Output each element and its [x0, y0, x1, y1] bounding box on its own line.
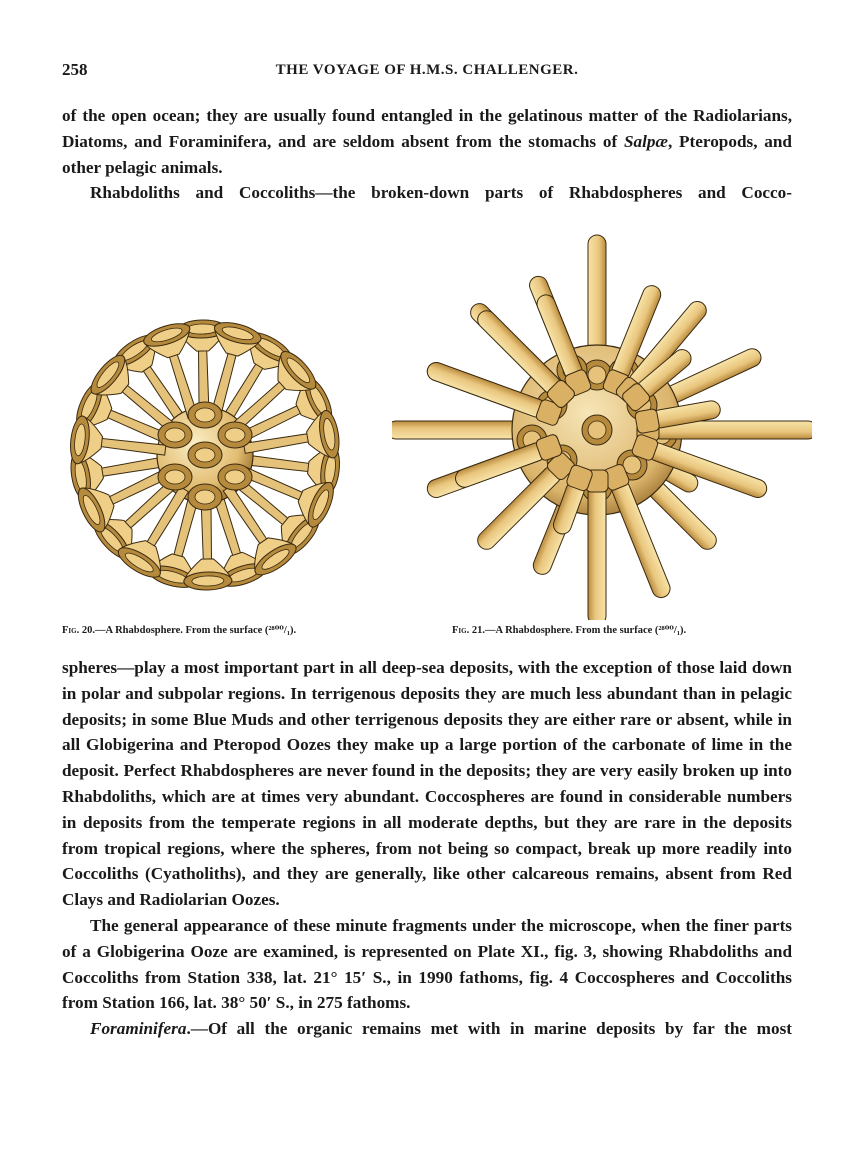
fig21-rod-base: [634, 408, 659, 433]
fig21-facet-center: [588, 421, 606, 439]
text-block-bottom: [62, 655, 792, 1042]
fig20-facing-disc-center: [165, 428, 185, 442]
fig21-rod-process: [586, 470, 608, 620]
page-header: [62, 60, 792, 84]
figure-21-caption-text: —A Rhabdosphere. From the surface (²⁸⁰⁰/₁).: [484, 625, 687, 636]
fig21-facet-center: [588, 366, 606, 384]
figure-20-caption: [62, 624, 296, 636]
italic-term-salpae: Salpæ: [624, 131, 668, 151]
figure-21-rhabdosphere: [392, 225, 812, 620]
paragraph-foraminifera: [62, 1016, 792, 1042]
text-block-top: [62, 103, 792, 206]
paragraph-rhabdoliths: Rhabdoliths and Coccoliths—the broken-down parts of Rhabdospheres and Cocco-: [90, 183, 792, 203]
italic-term-foraminifera: Foraminifera: [90, 1019, 187, 1039]
paragraph-microscope: The general appearance of these minute fragments under the microscope, when the finer parts of a Globigerina Ooze are examined, is represented on Plate XI., fig. 3, showing Rhabdoliths and Coccoliths from Station 338, lat. 21° 15′ S., in 1990 fathoms, fig. 4 Coccospheres and Coccoliths from Station 166, lat. 38° 50′ S., in 275 fathoms.: [62, 915, 792, 1013]
running-head: THE VOYAGE OF H.M.S. CHALLENGER.: [275, 62, 579, 78]
paragraph-deposits: spheres—play a most important part in all deep-sea deposits, with the exception of those laid down in polar and subpolar regions. In terrigenous deposits they are much less abundant than in pelagic deposits; in some Blue Muds and other terrigenous deposits they are either rare or absent, while in all Globigerina and Pteropod Oozes they make up a large portion of the carbonate of lime in the deposit. Perfect Rhabdospheres are never found in the deposits; they are very easily broken up into Rhabdoliths, which are at times very abundant. Coccospheres are found in considerable numbers in deposits from the temperate regions in all moderate depths, but they are rare in the deposits from tropical regions, where the spheres, from not being so compact, break up more readily into Coccoliths (Cyatholiths), and they are generally, like other calcareous remains, absent from Red Clays and Radiolarian Oozes.: [62, 658, 792, 910]
fig20-facing-disc-center: [165, 470, 185, 484]
page-number: 258: [62, 60, 88, 79]
fig20-facing-disc-center: [225, 470, 245, 484]
fig20-facing-disc-center: [225, 428, 245, 442]
figure-20-label: Fig. 20.: [62, 625, 95, 636]
fig20-facing-disc-center: [195, 490, 215, 504]
figure-21-label: Fig. 21.: [452, 625, 485, 636]
paragraph-text: , Pteropods, and other pelagic animals.: [62, 131, 792, 177]
figure-20-caption-text: —A Rhabdosphere. From the surface (²⁸⁰⁰/₁).: [94, 625, 297, 636]
paragraph-text: of the open ocean; they are usually found entangled in the gelatinous matter of the Radiolarians, Diatoms, and Foraminifera, and are seldom absent from the stomachs of: [62, 106, 792, 151]
figure-20-rhabdosphere: [55, 305, 355, 610]
fig20-process-stem: [244, 455, 317, 474]
paragraph-continuation: [62, 103, 792, 180]
fig20-facing-disc-center: [195, 408, 215, 422]
paragraph-text: .—Of all the organic remains met with in marine deposits by far the most: [186, 1019, 792, 1039]
fig21-rod: [588, 485, 606, 620]
fig20-facing-disc-center: [195, 448, 215, 462]
fig20-process-stem: [93, 437, 166, 456]
figure-21-caption: [452, 624, 686, 636]
